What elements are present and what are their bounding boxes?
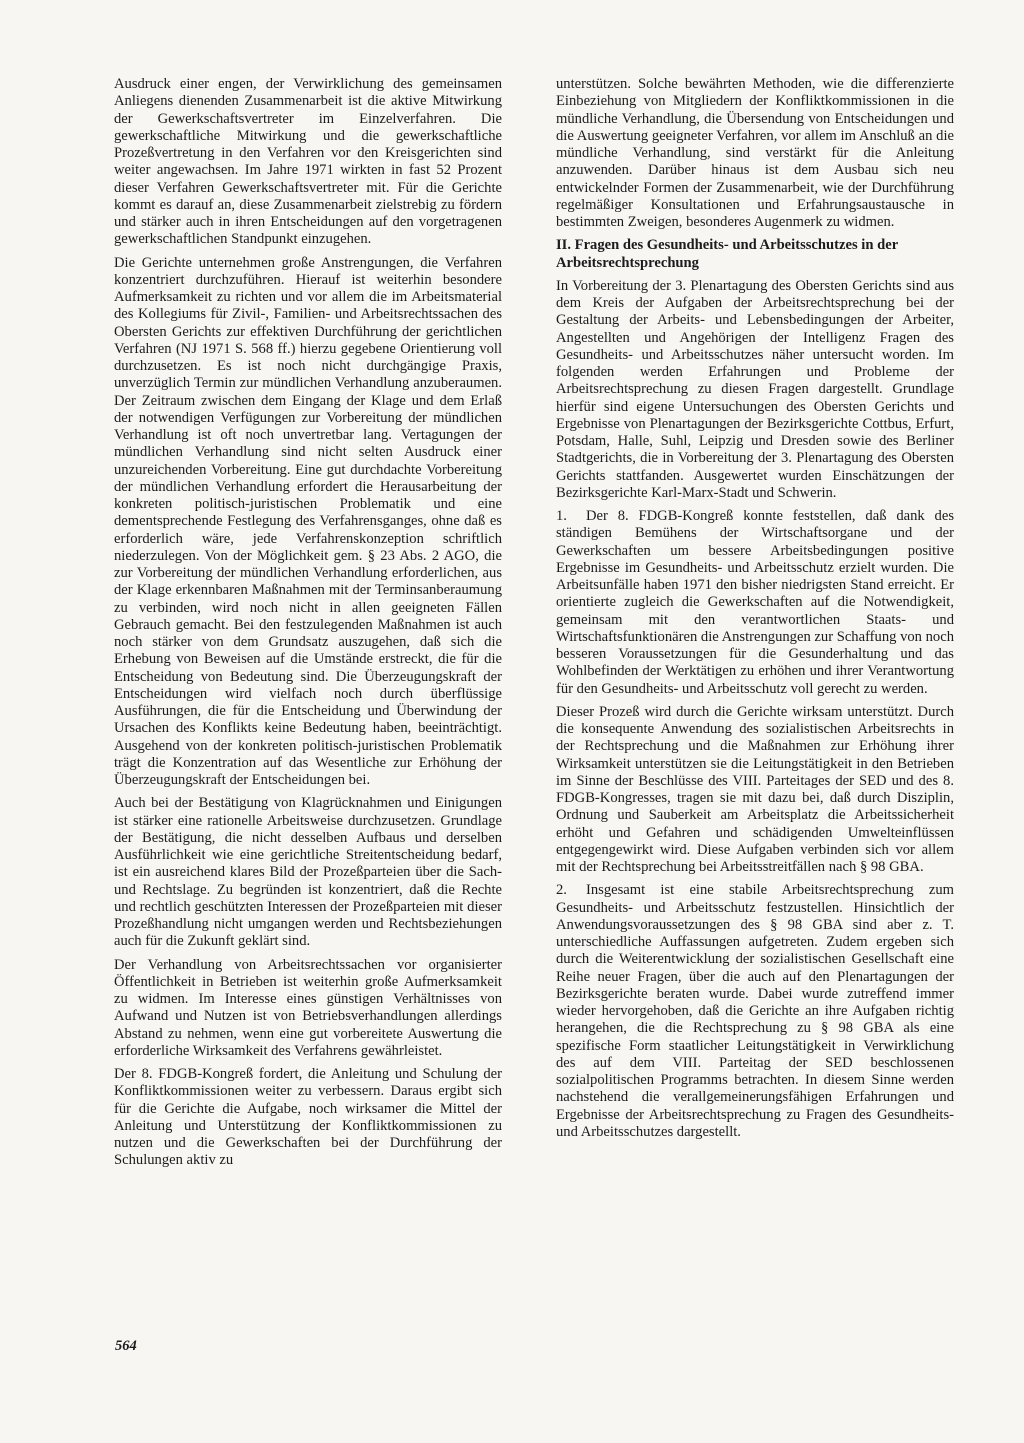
page-number: 564	[115, 1338, 137, 1354]
paragraph: Die Gerichte unternehmen große Anstrengungen, die Verfahren konzentriert durchzuführen. Hierauf ist weiterhin besondere Aufmerksamkeit zu richten und vor allem die im Arbeitsmaterial des Kollegiums für Zivil-, Familien- und Arbeitsrechtssachen des Obersten Gerichts zur effektiven Durchführung der gerichtlichen Verfahren (NJ 1971 S. 568 ff.) hierzu gegebene Orientierung voll durchzusetzen. Es ist noch nicht durchgängige Praxis, unverzüglich Termin zur mündlichen Verhandlung anzuberaumen. Der Zeitraum zwischen dem Eingang der Klage und dem Erlaß der notwendigen Verfügungen zur Vorbereitung der mündlichen Verhandlung ist oft noch unvertretbar lang. Vertagungen der mündlichen Verhandlung sind nicht selten Ausdruck einer unzureichenden Vorbereitung. Eine gut durchdachte Vorbereitung der mündlichen Verhandlung erfordert die Herausarbeitung der konkreten politisch-juristischen Problematik und eine dementsprechende Festlegung des Verfahrensganges, ohne daß es erforderlich wäre, jede Verfahrenskonzeption schriftlich niederzulegen. Von der Möglichkeit gem. § 23 Abs. 2 AGO, die zur Vorbereitung der mündlichen Verhandlung erforderlichen, aus der Klage erkennbaren Maßnahmen mit der Terminsanberaumung zu verbinden, wird noch nicht in allen geeigneten Fällen Gebrauch gemacht. Bei den festzulegenden Maßnahmen ist auch noch stärker von dem Grundsatz auszugehen, daß sich die Erhebung von Beweisen auf die Umstände erstreckt, die für die Entscheidung von Bedeutung sind. Die Überzeugungskraft der Entscheidungen wird vielfach noch durch überflüssige Ausführungen, die für die Entscheidung und Überwindung der Ursachen des Konflikts keine Bedeutung haben, beeinträchtigt. Ausgehend von der konkreten politisch-juristischen Problematik trägt die Konzentration auf das Wesentliche zur Erhöhung der Überzeugungskraft der Entscheidungen bei.	[114, 254, 502, 788]
paragraph: In Vorbereitung der 3. Plenartagung des Obersten Gerichts sind aus dem Kreis der Aufgaben der Arbeitsrechtsprechung bei der Gestaltung der Arbeits- und Lebensbedingungen der Arbeiter, Angestellten und Angehörigen der Intelligenz Fragen des Gesundheits- und Arbeitsschutzes näher untersucht worden. Im folgenden werden Erfahrungen und Probleme der Arbeitsrechtsprechung zu diesen Fragen dargestellt. Grundlage hierfür sind eigene Untersuchungen des Obersten Gerichts und Ergebnisse von Plenartagungen der Bezirksgerichte Cottbus, Erfurt, Potsdam, Halle, Suhl, Leipzig und Dresden sowie des Berliner Stadtgerichts, die in Vorbereitung der 3. Plenartagung des Obersten Gerichts stattfanden. Ausgewertet wurden Einschätzungen der Bezirksgerichte Karl-Marx-Stadt und Schwerin.	[556, 277, 954, 501]
item-number: 1.	[556, 508, 567, 524]
paragraph: unterstützen. Solche bewährten Methoden, wie die differenzierte Einbeziehung von Mitgliedern der Konfliktkommissionen in die mündliche Verhandlung, die Übersendung von Entscheidungen und die Auswertung geeigneter Verfahren, vor allem im Anschluß an die mündliche Verhandlung, sind verstärkt für die Anleitung anzuwenden. Darüber hinaus ist dem Ausbau sich neu entwickelnder Formen der Zusammenarbeit, wie der Durchführung regelmäßiger Konsultationen und Erfahrungsaustausche in bestimmten Zweigen, besonderes Augenmerk zu widmen.	[556, 76, 954, 230]
paragraph: Ausdruck einer engen, der Verwirklichung des gemeinsamen Anliegens dienenden Zusammenarbeit ist die aktive Mitwirkung der Gewerkschaftsvertreter im Einzelverfahren. Die gewerkschaftliche Mitwirkung und die gewerkschaftliche Prozeßvertretung in den Verfahren vor den Kreisgerichten sind weiter angewachsen. Im Jahre 1971 wirkten in fast 52 Prozent dieser Verfahren Gewerkschaftsvertreter mit. Für die Gerichte kommt es darauf an, diese Zusammenarbeit zielstrebig zu fördern und stärker auch in ihren Entscheidungen auf den vorgetragenen gewerkschaftlichen Standpunkt einzugehen.	[114, 76, 502, 248]
paragraph: Dieser Prozeß wird durch die Gerichte wirksam unterstützt. Durch die konsequente Anwendung des sozialistischen Arbeitsrechts in der Rechtsprechung und die Maßnahmen zur Erhöhung ihrer Wirksamkeit unterstützen sie die Leitungstätigkeit in den Betrieben im Sinne der Beschlüsse des VIII. Parteitages der SED und des 8. FDGB-Kongresses, tragen sie mit dazu bei, daß durch Disziplin, Ordnung und Sauberkeit am Arbeitsplatz die Arbeitssicherheit erhöht und Gefahren und schädigenden Umwelteinflüssen entgegengewirkt wird. Diese Aufgaben verbinden sich vor allem mit der Rechtsprechung bei Arbeitsstreitfällen nach § 98 GBA.	[556, 703, 954, 875]
left-column	[114, 76, 502, 1176]
item-text: Der 8. FDGB-Kongreß konnte feststellen, daß dank des ständigen Bemühens der Wirtschaftsorgane und der Gewerkschaften um bessere Arbeitsbedingungen positive Ergebnisse im Gesundheits- und Arbeitsschutz erzielt wurden. Die Arbeitsunfälle haben 1971 den bisher niedrigsten Stand erreicht. Er orientierte zugleich die Gewerkschaften auf die Notwendigkeit, gemeinsam mit den verantwortlichen Staats- und Wirtschaftsfunktionären die Anstrengungen zur Schaffung von noch besseren Voraussetzungen für die Gesunderhaltung und das Wohlbefinden der Werktätigen zu erhöhen und ihrer Verantwortung für den Gesundheits- und Arbeitsschutz voll gerecht zu werden.	[556, 508, 954, 697]
paragraph: Der Verhandlung von Arbeitsrechtssachen vor organisierter Öffentlichkeit in Betrieben ist weiterhin große Aufmerksamkeit zu widmen. Im Interesse eines günstigen Verhältnisses von Aufwand und Nutzen ist von Betriebsverhandlungen allerdings Abstand zu nehmen, wenn eine gut vorbereitete Auswertung die erforderliche Wirksamkeit des Verfahrens gewährleistet.	[114, 956, 502, 1059]
numbered-paragraph	[556, 882, 954, 1141]
paragraph: Der 8. FDGB-Kongreß fordert, die Anleitung und Schulung der Konfliktkommissionen weiter zu verbessern. Daraus ergibt sich für die Gerichte die Aufgabe, noch wirksamer die Mittel der Anleitung und Unterstützung der Konfliktkommissionen zu nutzen und die Gewerkschaften bei der Durchführung der Schulungen aktiv zu	[114, 1066, 502, 1169]
item-number: 2.	[556, 882, 567, 899]
numbered-paragraph	[556, 508, 954, 698]
section-heading: II. Fragen des Gesundheits- und Arbeitsschutzes in der Arbeitsrechtsprechung	[556, 237, 898, 271]
item-text: Insgesamt ist eine stabile Arbeitsrechtsprechung zum Gesundheits- und Arbeitsschutz festzustellen. Hinsichtlich der Anwendungsvoraussetzungen des § 98 GBA sind aber z. T. unterschiedliche Auffassungen aufgetreten. Zudem ergeben sich durch die Weiterentwicklung der sozialistischen Gesellschaft eine Reihe neuer Fragen, über die auch auf den Plenartagungen der Bezirksgerichte beraten wurde. Dabei wurde zutreffend immer wieder hervorgehoben, daß die Gerichte an ihre Aufgaben richtig herangehen, die die Rechtsprechung zu § 98 GBA als eine spezifische Form staatlicher Leitungstätigkeit in Verwirklichung des auf dem VIII. Parteitag der SED beschlossenen sozialpolitischen Programms betrachten. In diesem Sinne werden nachstehend die verallgemeinerungsfähigen Erfahrungen und Ergebnisse der Arbeitsrechtsprechung zu Fragen des Gesundheits- und Arbeitsschutzes dargestellt.	[556, 882, 954, 1140]
paragraph: Auch bei der Bestätigung von Klagrücknahmen und Einigungen ist stärker eine rationelle Arbeitsweise durchzusetzen. Grundlage der Bestätigung, die nicht desselben Aufbaus und derselben Ausführlichkeit wie eine gerichtliche Streitentscheidung bedarf, ist ein ausreichend klares Bild der Prozeßparteien über die Sach- und Rechtslage. Zu begründen ist konzentriert, daß die Rechte und rechtlich geschützten Interessen der Prozeßparteien mit dieser Prozeßhandlung nicht umgangen werden und Rechtsbeziehungen auch für die Zukunft geklärt sind.	[114, 795, 502, 950]
right-column	[556, 76, 954, 1147]
